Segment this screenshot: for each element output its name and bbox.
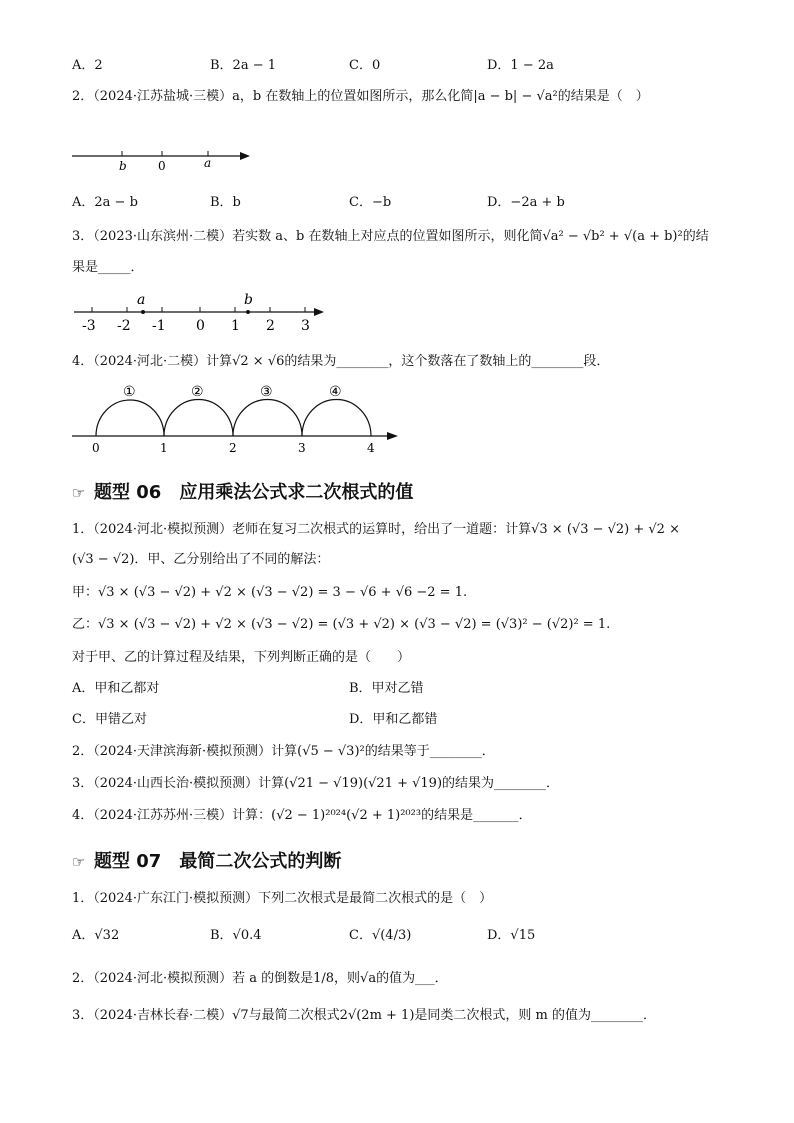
s06-q2: 2．（2024·天津滨海新·模拟预测）计算(√5 − √3)²的结果等于________． (72, 744, 495, 759)
arc-label-1: ① (123, 384, 136, 400)
s06-q4: 4．（2024·江苏苏州·三模）计算：(√2 − 1)²⁰²⁴(√2 + 1)²⁰²³的结果是_______． (72, 808, 532, 823)
q3-text-line2: 果是_____． (72, 260, 144, 275)
s07-q1-option-d: D．√15 (487, 928, 536, 943)
s06-q1-line1: 1．（2024·河北·模拟预测）老师在复习二次根式的运算时，给出了一道题：计算√3 × (√3 − √2) + √2 × (72, 522, 680, 537)
q4-tick-0: 0 (92, 441, 100, 454)
s06-q1-yi: 乙：√3 × (√3 − √2) + √2 × (√3 − √2) = (√3 + √2) × (√3 − √2) = (√3)² − (√2)² = 1. (72, 617, 611, 632)
q4-text: 4．（2024·河北·二模）计算√2 × √6的结果为________，这个数落在了数轴上的________段． (72, 354, 610, 369)
q4-tick-3: 3 (298, 441, 306, 454)
q4-tick-4: 4 (367, 441, 375, 454)
option-b: B．2a − 1 (210, 58, 277, 73)
q2-option-c: C．−b (349, 195, 392, 210)
q2-label-b: b (119, 159, 127, 173)
pointing-hand-icon: ☞ (72, 853, 86, 871)
arc-label-2: ② (191, 384, 204, 400)
q3-label-a: a (137, 292, 146, 308)
s06-q1-option-d: D．甲和乙都错 (349, 712, 438, 727)
q2-number-line (66, 142, 266, 176)
q4-tick-1: 1 (160, 441, 168, 454)
q4-tick-2: 2 (229, 441, 237, 454)
s07-q2: 2．（2024·河北·模拟预测）若 a 的倒数是1/8，则√a的值为___． (72, 971, 448, 986)
q3-label-b: b (244, 292, 253, 308)
s06-q1-jia: 甲：√3 × (√3 − √2) + √2 × (√3 − √2) = 3 − √6 + √6 −2 = 1. (72, 585, 468, 600)
s07-q1-option-a: A．√32 (72, 928, 120, 943)
q3-tick-0: 0 (196, 318, 205, 334)
q3-tick-2: 2 (266, 318, 275, 334)
arc-label-3: ③ (260, 384, 273, 400)
s06-q1-option-c: C．甲错乙对 (72, 712, 147, 727)
section-07-title: 最简二次公式的判断 (179, 851, 342, 872)
s06-q1-line2: (√3 − √2)．甲、乙分别给出了不同的解法： (72, 552, 330, 567)
q2-label-zero: 0 (158, 159, 166, 173)
q3-tick-neg1: -1 (152, 318, 166, 334)
s07-q1-text: 1．（2024·广东江门·模拟预测）下列二次根式是最简二次根式的是（ ） (72, 891, 493, 906)
section-06-heading (72, 478, 413, 504)
q4-semicircle-number-line (66, 378, 406, 454)
section-07-heading (72, 847, 341, 873)
q2-label-a: a (204, 156, 212, 170)
q2-option-d: D．−2a + b (487, 195, 565, 210)
q3-tick-3: 3 (301, 318, 310, 334)
s07-q3: 3．（2024·吉林长春·二模）√7与最简二次根式2√(2m + 1)是同类二次根式，则 m 的值为________． (72, 1008, 656, 1023)
option-a: A．2 (72, 58, 103, 73)
q2-option-a: A．2a − b (72, 195, 138, 210)
s06-q3: 3．（2024·山西长治·模拟预测）计算(√21 − √19)(√21 + √19)的结果为________． (72, 776, 560, 791)
arc-label-4: ④ (329, 384, 342, 400)
q3-tick-neg3: -3 (82, 318, 96, 334)
section-06-title: 应用乘法公式求二次根式的值 (179, 482, 414, 503)
s06-q1-option-b: B．甲对乙错 (349, 681, 424, 696)
q2-option-b: B．b (210, 195, 241, 210)
q3-tick-1: 1 (231, 318, 240, 334)
q3-text-line1: 3．（2023·山东滨州·二模）若实数 a、b 在数轴上对应点的位置如图所示，则化简√a² − √b² + √(a + b)²的结 (72, 229, 709, 244)
q2-text: 2．（2024·江苏盐城·三模）a，b 在数轴上的位置如图所示，那么化简|a − b| − √a²的结果是（ ） (72, 89, 649, 104)
s06-q1-question: 对于甲、乙的计算过程及结果，下列判断正确的是（ ） (72, 650, 411, 665)
q3-number-line (66, 288, 336, 336)
s07-q1-option-b: B．√0.4 (210, 928, 262, 943)
s07-q1-option-c: C．√(4/3) (349, 928, 412, 943)
section-07-label: 题型 07 (94, 851, 162, 872)
section-06-label: 题型 06 (94, 482, 162, 503)
pointing-hand-icon: ☞ (72, 484, 86, 502)
s06-q1-option-a: A．甲和乙都对 (72, 681, 160, 696)
option-c: C．0 (349, 58, 381, 73)
option-d: D．1 − 2a (487, 58, 554, 73)
q3-tick-neg2: -2 (117, 318, 131, 334)
